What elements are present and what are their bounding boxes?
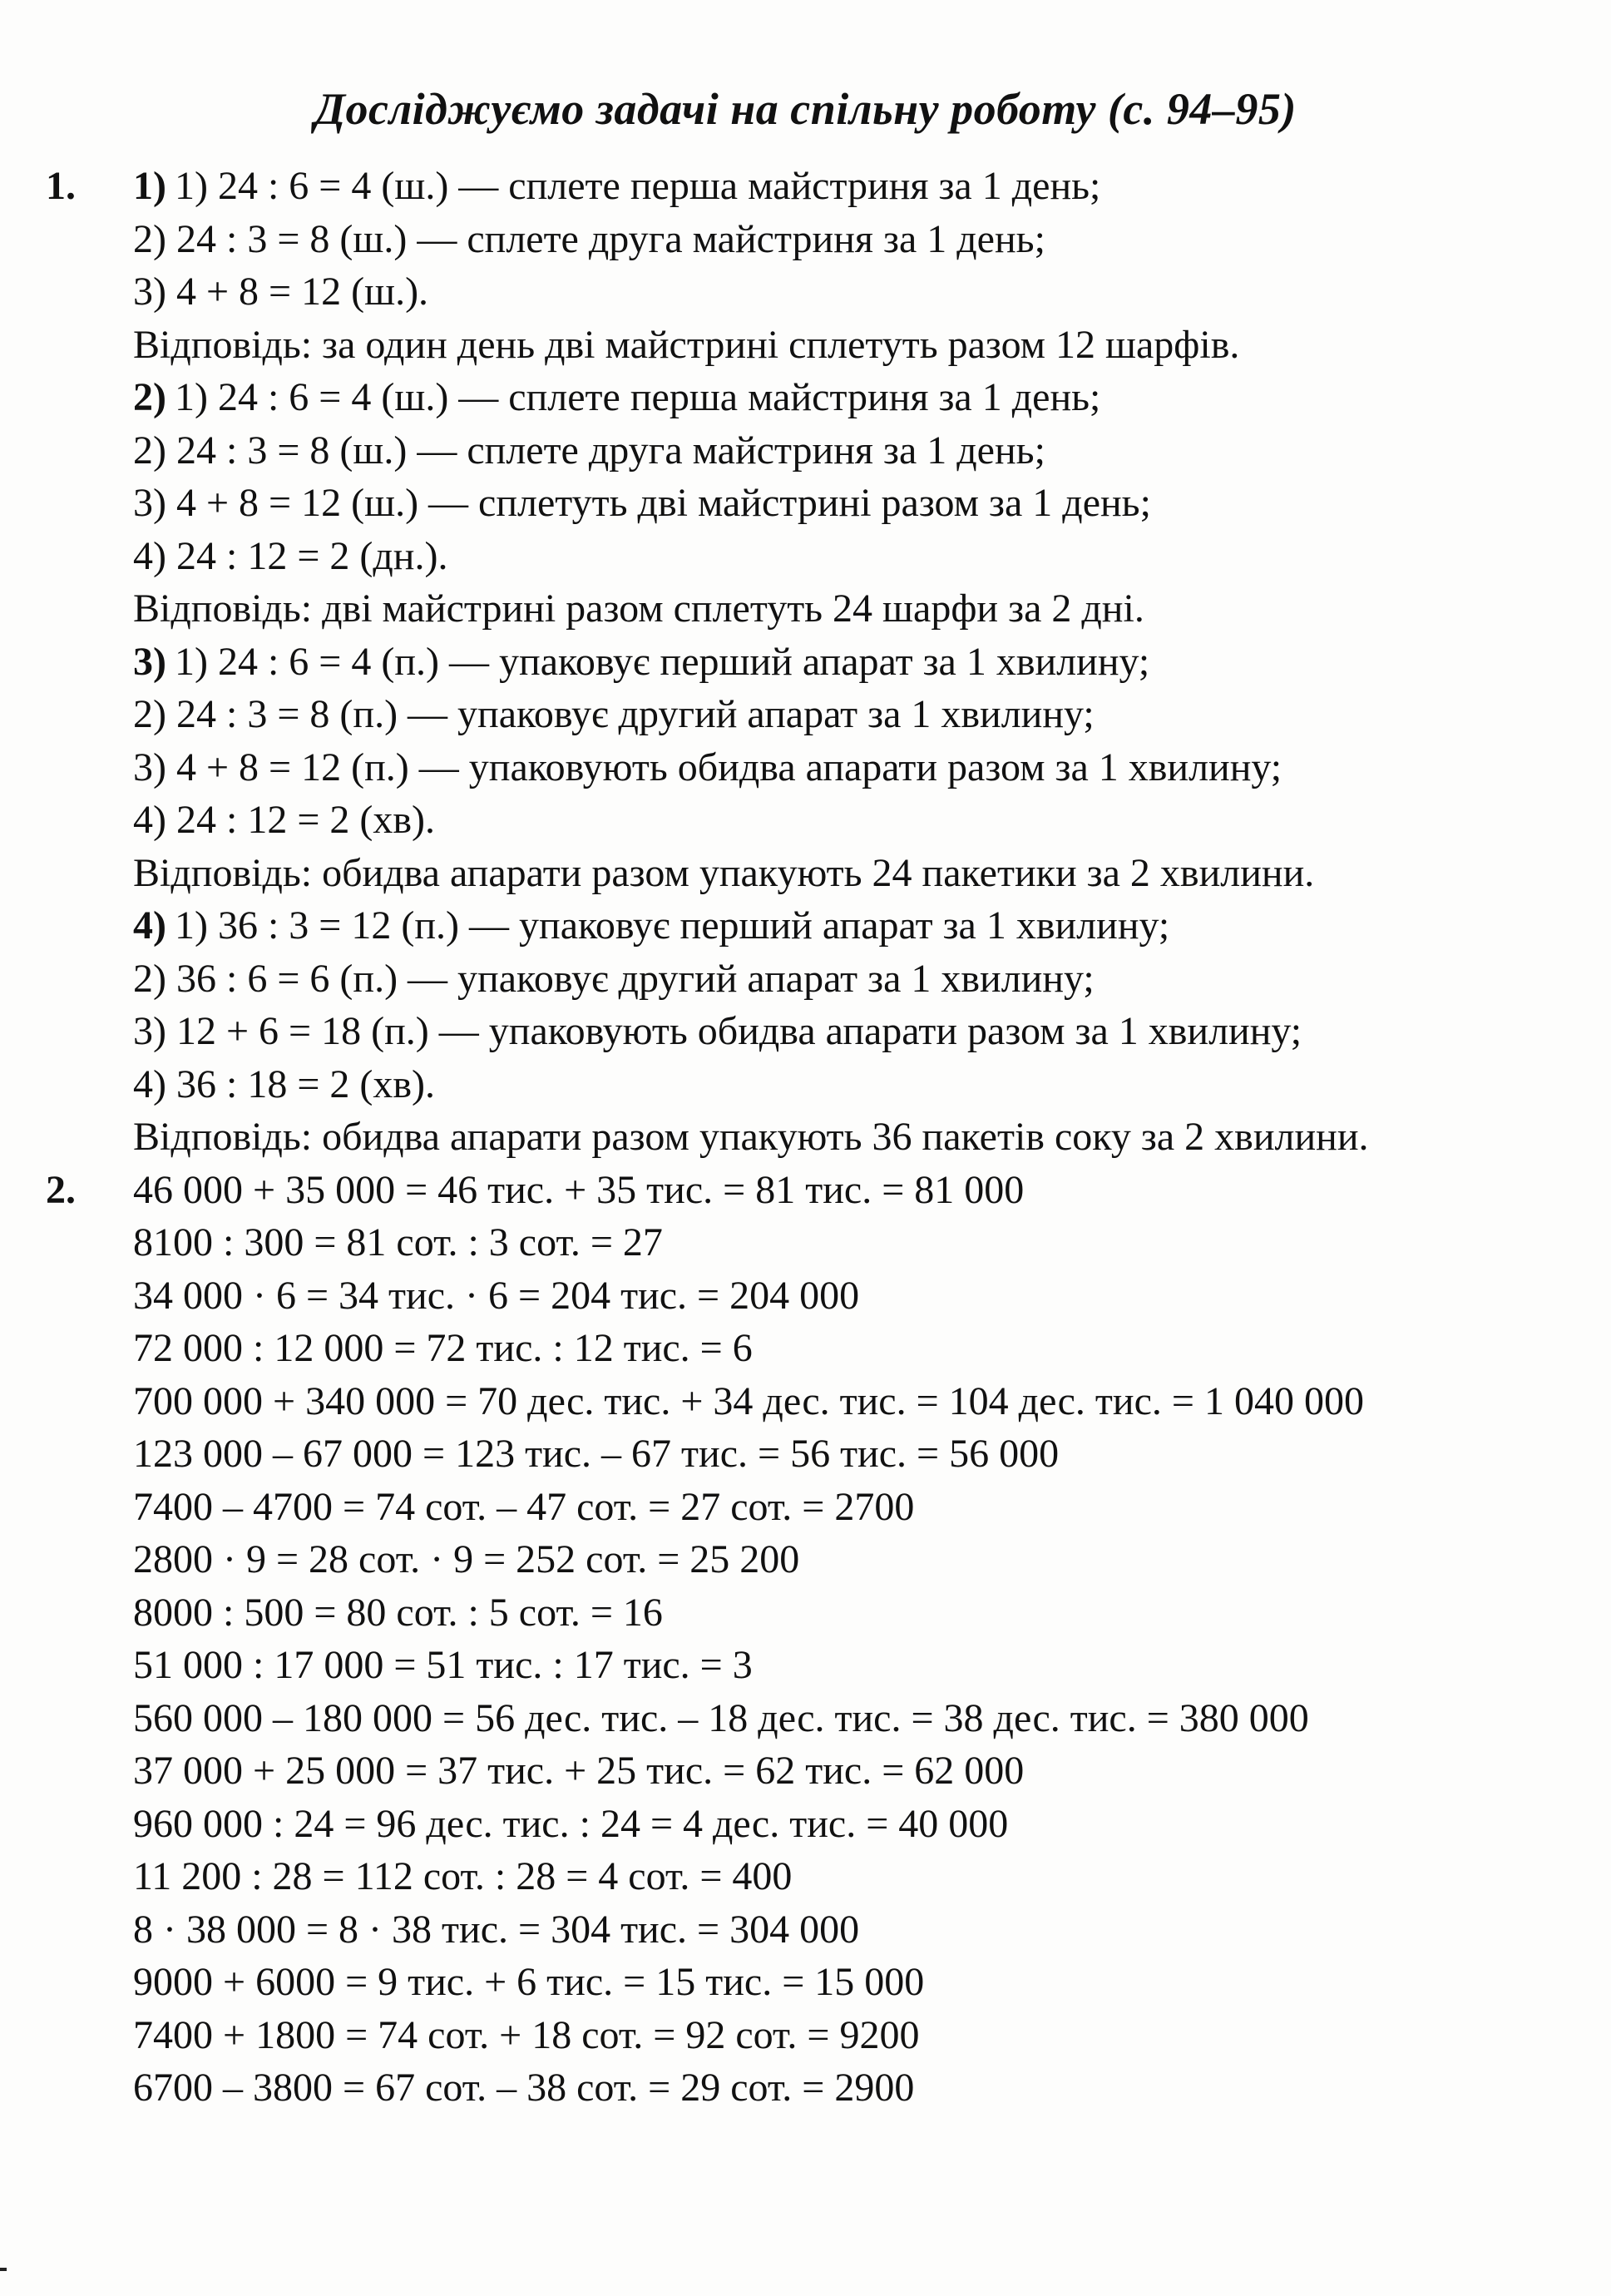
line-content: 2) 24 : 3 = 8 (ш.) — сплете друга майстриня за 1 день; (133, 216, 1045, 261)
task1-line (0, 160, 1611, 213)
line-text (133, 160, 1100, 213)
task1-answer-line (0, 582, 1611, 636)
task2-line (0, 1269, 1611, 1323)
line-content: 3) 12 + 6 = 18 (п.) — упаковують обидва апарати разом за 1 хвилину; (133, 1009, 1302, 1053)
subtask-number: 4) (133, 903, 166, 948)
line-content: 4) 24 : 12 = 2 (хв). (133, 798, 436, 842)
equation-text: 51 000 : 17 000 = 51 тис. : 17 тис. = 3 (133, 1643, 753, 1687)
task2-line (0, 1639, 1611, 1692)
equation-text: 960 000 : 24 = 96 дес. тис. : 24 = 4 дес. тис. = 40 000 (133, 1801, 1009, 1846)
task1-line (0, 530, 1611, 583)
task1-answer-line (0, 319, 1611, 372)
task1-line (0, 1005, 1611, 1058)
task1-answer-line (0, 1111, 1611, 1164)
task2-line (0, 1164, 1611, 1217)
task1-line (0, 265, 1611, 319)
answer-text: Відповідь: обидва апарати разом упакують 24 пакетики за 2 хвилини. (133, 850, 1315, 895)
line-content: 3) 4 + 8 = 12 (ш.) — сплетуть дві майстрині разом за 1 день; (133, 481, 1151, 525)
line-text (133, 899, 1169, 953)
line-content: 1) 24 : 6 = 4 (п.) — упаковує перший апарат за 1 хвилину; (174, 639, 1150, 684)
task2-line (0, 1375, 1611, 1428)
equation-text: 37 000 + 25 000 = 37 тис. + 25 тис. = 62 тис. = 62 000 (133, 1749, 1025, 1793)
line-text (133, 636, 1149, 689)
task1-line (0, 794, 1611, 847)
line-content: 1) 24 : 6 = 4 (ш.) — сплете перша майстриня за 1 день; (174, 375, 1101, 419)
task2-line (0, 1798, 1611, 1851)
equation-text: 7400 – 4700 = 74 сот. – 47 сот. = 27 сот. = 2700 (133, 1484, 915, 1529)
task2-line (0, 1956, 1611, 2009)
task2-line (0, 2009, 1611, 2062)
task1-line (0, 741, 1611, 794)
equation-text: 7400 + 1800 = 74 сот. + 18 сот. = 92 сот. = 9200 (133, 2012, 920, 2057)
equation-text: 2800 · 9 = 28 сот. · 9 = 252 сот. = 25 200 (133, 1537, 800, 1581)
task1-line (0, 688, 1611, 741)
subtask-number: 3) (133, 639, 166, 684)
task2-line (0, 1586, 1611, 1640)
equation-text: 8 · 38 000 = 8 · 38 тис. = 304 тис. = 304 000 (133, 1907, 860, 1952)
task2-number: 2. (46, 1167, 76, 1212)
equation-text: 8000 : 500 = 80 сот. : 5 сот. = 16 (133, 1590, 663, 1635)
line-content: 4) 24 : 12 = 2 (дн.). (133, 533, 448, 578)
task1-number: 1. (46, 164, 76, 208)
answer-text: Відповідь: за один день дві майстрині сплетуть разом 12 шарфів. (133, 322, 1240, 367)
answer-text: Відповідь: обидва апарати разом упакують 36 пакетів соку за 2 хвилини. (133, 1115, 1369, 1159)
equation-text: 560 000 – 180 000 = 56 дес. тис. – 18 дес. тис. = 38 дес. тис. = 380 000 (133, 1695, 1309, 1740)
equation-text: 72 000 : 12 000 = 72 тис. : 12 тис. = 6 (133, 1326, 753, 1370)
line-content: 3) 4 + 8 = 12 (ш.). (133, 270, 429, 314)
task1-line (0, 213, 1611, 266)
line-text (133, 371, 1100, 424)
equation-text: 11 200 : 28 = 112 сот. : 28 = 4 сот. = 400 (133, 1854, 793, 1898)
equation-text: 123 000 – 67 000 = 123 тис. – 67 тис. = 56 тис. = 56 000 (133, 1432, 1060, 1476)
line-content: 2) 24 : 3 = 8 (ш.) — сплете друга майстриня за 1 день; (133, 428, 1045, 473)
task1-line (0, 636, 1611, 689)
subtask-number: 2) (133, 375, 166, 419)
line-content: 3) 4 + 8 = 12 (п.) — упаковують обидва апарати разом за 1 хвилину; (133, 745, 1282, 789)
scan-mark (0, 2268, 7, 2271)
equation-text: 8100 : 300 = 81 сот. : 3 сот. = 27 (133, 1220, 663, 1264)
line-content: 2) 24 : 3 = 8 (п.) — упаковує другий апарат за 1 хвилину; (133, 692, 1095, 736)
page-title: Досліджуємо задачі на спільну роботу (с. 94–95) (314, 84, 1297, 134)
task2-line (0, 1744, 1611, 1798)
task1-line (0, 371, 1611, 424)
line-content: 4) 36 : 18 = 2 (хв). (133, 1061, 436, 1106)
equation-text: 6700 – 3800 = 67 сот. – 38 сот. = 29 сот. = 2900 (133, 2066, 915, 2110)
task2-line (0, 1692, 1611, 1745)
task1-answer-line (0, 847, 1611, 900)
content-area (0, 160, 1611, 2115)
equation-text: 700 000 + 340 000 = 70 дес. тис. + 34 дес. тис. = 104 дес. тис. = 1 040 000 (133, 1378, 1364, 1423)
equation-text: 34 000 · 6 = 34 тис. · 6 = 204 тис. = 204 000 (133, 1273, 860, 1318)
task2-line (0, 1481, 1611, 1534)
task2-line (0, 1533, 1611, 1586)
line-content: 2) 36 : 6 = 6 (п.) — упаковує другий апарат за 1 хвилину; (133, 956, 1095, 1001)
task1-line (0, 899, 1611, 953)
task1-line (0, 953, 1611, 1006)
task2-line (0, 1903, 1611, 1957)
subtask-number: 1) (133, 164, 166, 208)
task2-line (0, 1428, 1611, 1481)
task2-line (0, 1322, 1611, 1375)
task2-line (0, 2061, 1611, 2115)
task1-line (0, 424, 1611, 478)
equation-text: 9000 + 6000 = 9 тис. + 6 тис. = 15 тис. = 15 000 (133, 1960, 925, 2004)
task2-line (0, 1216, 1611, 1269)
line-content: 1) 24 : 6 = 4 (ш.) — сплете перша майстриня за 1 день; (174, 164, 1101, 208)
task1-line (0, 477, 1611, 530)
answer-text: Відповідь: дві майстрині разом сплетуть 24 шарфи за 2 дні. (133, 586, 1144, 631)
equation-text: 46 000 + 35 000 = 46 тис. + 35 тис. = 81 тис. = 81 000 (133, 1167, 1025, 1212)
task1-line (0, 1058, 1611, 1111)
task2-line (0, 1850, 1611, 1903)
line-content: 1) 36 : 3 = 12 (п.) — упаковує перший апарат за 1 хвилину; (174, 903, 1170, 948)
